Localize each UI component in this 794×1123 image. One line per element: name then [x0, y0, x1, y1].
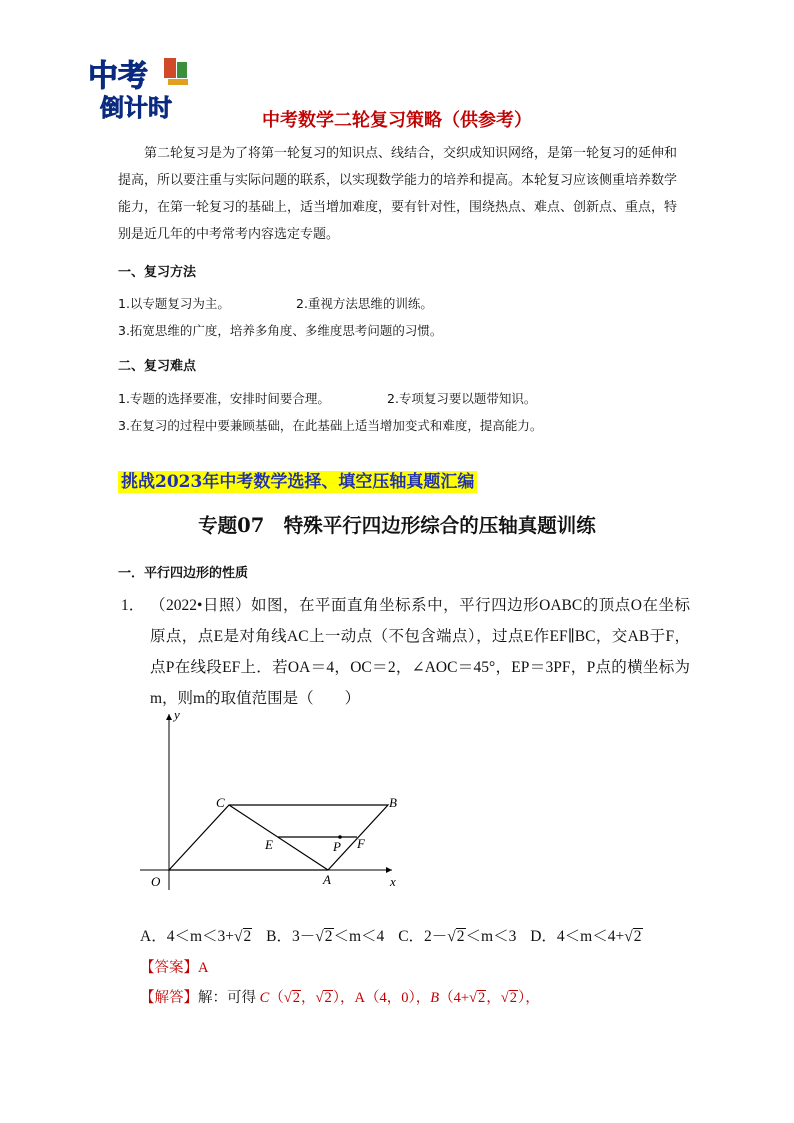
difficulty-item-3: 3.在复习的过程中要兼顾基础，在此基础上适当增加变式和难度，提高能力。 — [118, 418, 543, 433]
solution-label: 【解答】 — [140, 990, 198, 1006]
option-b[interactable]: B．3－√2＜m＜4 — [266, 928, 385, 945]
option-c[interactable]: C．2－√2＜m＜3 — [398, 928, 517, 945]
label-f: F — [357, 836, 365, 851]
label-c: C — [216, 795, 225, 810]
label-o: O — [151, 874, 161, 889]
logo-text-sub: 倒计时 — [100, 94, 172, 122]
banner-text: 挑战2023年中考数学选择、填空压轴真题汇编 — [118, 471, 477, 493]
option-d[interactable]: D．4＜m＜4+√2 — [530, 928, 642, 945]
label-a: A — [323, 872, 331, 887]
method-item-3: 3.拓宽思维的广度，培养多角度、多维度思考问题的习惯。 — [118, 323, 443, 338]
label-p: P — [333, 839, 341, 854]
label-x: x — [390, 874, 396, 889]
answer-label: 【答案】 — [140, 960, 198, 976]
label-e: E — [265, 837, 273, 852]
document-title: 中考数学二轮复习策略（供参考） — [262, 110, 532, 131]
option-a[interactable]: A．4＜m＜3+√2 — [140, 928, 252, 945]
method-item-1: 1.以专题复习为主。 — [118, 296, 230, 311]
method-item-2: 2.重视方法思维的训练。 — [296, 296, 433, 311]
answer-value: A — [198, 960, 209, 976]
logo-book-icon — [164, 58, 176, 78]
question-number: 1． — [121, 597, 145, 614]
label-y: y — [174, 708, 180, 722]
difficulty-item-1: 1.专题的选择要准，安排时间要合理。 — [118, 391, 330, 406]
section-heading-difficulties: 二、复习难点 — [118, 359, 197, 374]
question-text: （2022•日照）如图，在平面直角坐标系中，平行四边形OABC的顶点O在坐标原点，点E是对角线AC上一动点（不包含端点），过点E作EF∥BC，交AB于F，点P在线段EF上．若OA＝4，OC＝2，∠AOC＝45°，EP＝3PF，P点的横坐标为m，则m的取值范围是（ ） — [150, 597, 690, 707]
logo-text-main: 中考 — [88, 59, 148, 94]
section-heading-methods: 一、复习方法 — [118, 265, 197, 280]
answer-line — [140, 956, 208, 977]
solution-line: 【解答】解：可得 C（√2，√2），A（4，0），B（4+√2，√2）， — [140, 990, 540, 1006]
topic-title: 专题07 特殊平行四边形综合的压轴真题训练 — [198, 514, 596, 537]
banner — [118, 467, 477, 492]
difficulty-item-2: 2.专项复习要以题带知识。 — [387, 391, 537, 406]
intro-paragraph: 第二轮复习是为了将第一轮复习的知识点、线结合，交织成知识网络，是第一轮复习的延伸和提高，所以要注重与实际问题的联系，以实现数学能力的培养和提高。本轮复习应该侧重培养数学能力，在第一轮复习的基础上，适当增加难度，要有针对性，围绕热点、难点、创新点、重点，特别是近几年的中考常考内容选定专题。 — [118, 146, 678, 242]
subsection-heading: 一．平行四边形的性质 — [118, 566, 249, 581]
figure-svg — [138, 708, 408, 892]
label-b: B — [389, 795, 397, 810]
answer-options — [140, 924, 653, 946]
geometry-figure — [138, 708, 408, 896]
